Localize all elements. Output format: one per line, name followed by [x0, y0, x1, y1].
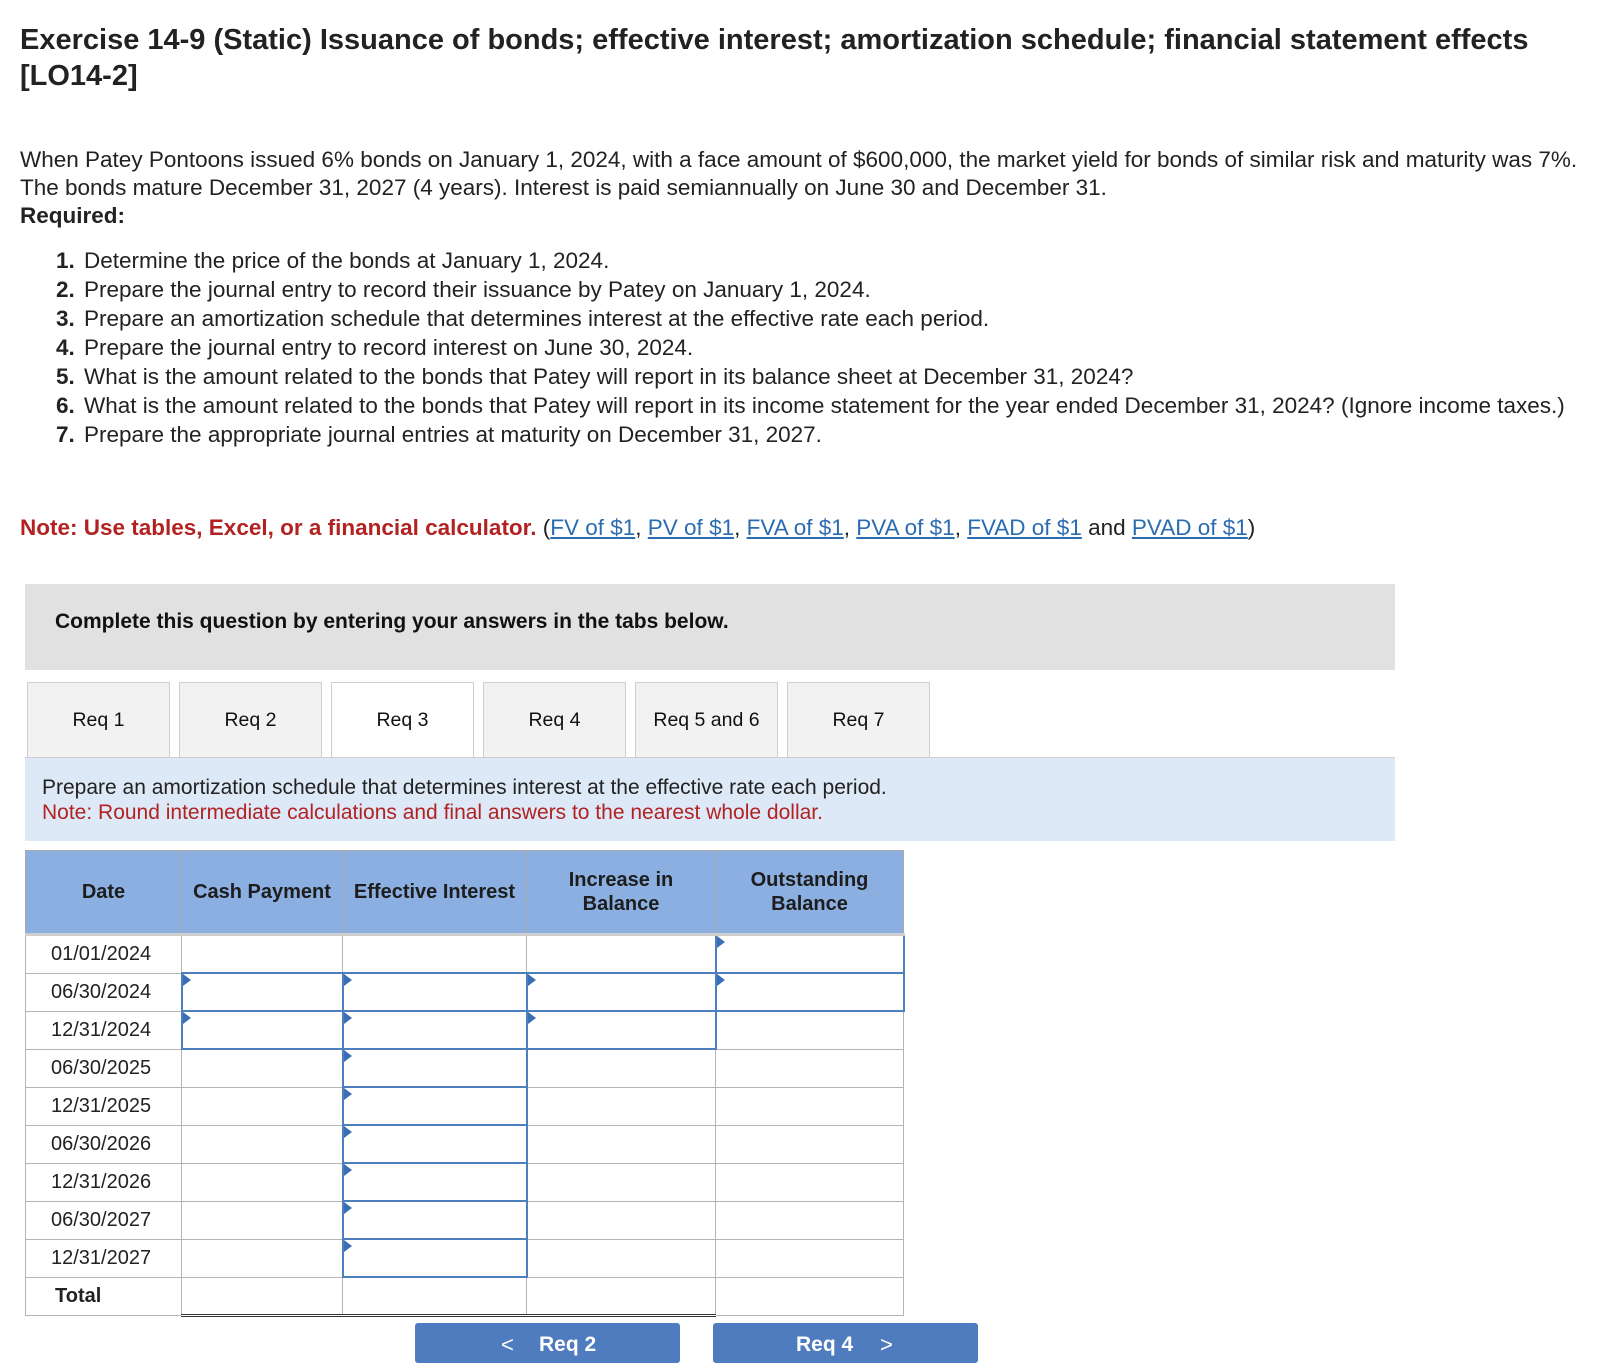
effective-interest-cell — [343, 935, 527, 974]
row-date: 12/31/2025 — [26, 1087, 182, 1125]
outstanding-balance-input[interactable] — [716, 935, 904, 974]
table-row — [26, 1163, 904, 1201]
effective-interest-input[interactable] — [343, 1239, 527, 1277]
cash-payment-field[interactable] — [183, 1012, 342, 1048]
table-row — [26, 935, 904, 974]
effective-interest-field[interactable] — [344, 1012, 526, 1048]
effective-interest-field[interactable] — [344, 1050, 526, 1086]
increase-in-balance-cell — [527, 935, 716, 974]
requirements-list — [56, 246, 1576, 449]
effective-interest-field[interactable] — [344, 1126, 526, 1162]
cash-payment-cell — [182, 1163, 343, 1201]
requirement-item: 4. Prepare the journal entry to record interest on June 30, 2024. — [56, 335, 694, 360]
outstanding-balance-field[interactable] — [717, 936, 903, 972]
outstanding-balance-input[interactable] — [716, 973, 904, 1011]
amortization-table — [25, 850, 905, 1317]
cash-payment-cell — [182, 935, 343, 974]
outstanding-balance-cell — [716, 1239, 904, 1277]
cash-payment-cell — [182, 1201, 343, 1239]
total-row — [26, 1277, 904, 1316]
effective-interest-input[interactable] — [343, 1125, 527, 1163]
increase-in-balance-cell — [527, 1049, 716, 1087]
cash-payment-input[interactable] — [182, 1011, 343, 1049]
effective-interest-field[interactable] — [344, 1164, 526, 1200]
outstanding-balance-cell — [716, 1087, 904, 1125]
row-date: 06/30/2024 — [26, 973, 182, 1011]
effective-interest-input[interactable] — [343, 973, 527, 1011]
row-date: 06/30/2025 — [26, 1049, 182, 1087]
row-date: 06/30/2026 — [26, 1125, 182, 1163]
requirement-item: 7. Prepare the appropriate journal entries at maturity on December 31, 2027. — [56, 422, 822, 447]
required-label: Required: — [20, 203, 126, 228]
table-row — [26, 1125, 904, 1163]
exercise-title: Exercise 14-9 (Static) Issuance of bonds; effective interest; amortization schedule; financial statement effects [LO14-2] — [20, 24, 1529, 92]
header-date: Date — [26, 851, 182, 935]
cash-payment-cell — [182, 1125, 343, 1163]
outstanding-balance-field[interactable] — [717, 974, 903, 1010]
increase-in-balance-cell — [527, 1201, 716, 1239]
row-date: 12/31/2024 — [26, 1011, 182, 1049]
header-effective-interest: Effective Interest — [343, 851, 527, 935]
tab-req-1[interactable]: Req 1 — [27, 682, 170, 758]
cash-payment-field[interactable] — [183, 974, 342, 1010]
table-row — [26, 1087, 904, 1125]
total-effective-interest-cell — [343, 1277, 527, 1316]
effective-interest-input[interactable] — [343, 1087, 527, 1125]
tab-req-5-and-6[interactable]: Req 5 and 6 — [635, 682, 778, 758]
complete-banner — [25, 584, 1395, 670]
total-cash-payment-cell — [182, 1277, 343, 1316]
pva-link[interactable]: PVA of $1 — [856, 515, 955, 540]
cash-payment-cell — [182, 1239, 343, 1277]
tab-req-2[interactable]: Req 2 — [179, 682, 322, 758]
prev-req-label: Req 2 — [539, 1333, 597, 1356]
row-date: 06/30/2027 — [26, 1201, 182, 1239]
intro-text: When Patey Pontoons issued 6% bonds on January 1, 2024, with a face amount of $600,000, the market yield for bonds of similar risk and maturity was 7%. The bonds mature December 31, 2027 (4 years). Interest is paid semiannually on June 30 and December 31. — [20, 147, 1578, 200]
tab-req-3[interactable]: Req 3 — [331, 682, 474, 759]
row-date: 12/31/2026 — [26, 1163, 182, 1201]
cash-payment-cell — [182, 1049, 343, 1087]
table-row — [26, 1011, 904, 1049]
cash-payment-cell — [182, 1087, 343, 1125]
outstanding-balance-cell — [716, 1163, 904, 1201]
next-req-label: Req 4 — [796, 1333, 854, 1356]
header-cash-payment: Cash Payment — [182, 851, 343, 935]
table-row — [26, 973, 904, 1011]
outstanding-balance-cell — [716, 1201, 904, 1239]
next-req-button[interactable] — [713, 1323, 978, 1363]
chevron-right-icon: > — [880, 1332, 893, 1357]
increase-in-balance-input[interactable] — [527, 1011, 716, 1049]
instruction-text: Prepare an amortization schedule that determines interest at the effective rate each period. — [42, 776, 887, 799]
problem-intro — [20, 146, 1580, 230]
effective-interest-input[interactable] — [343, 1011, 527, 1049]
total-label: Total — [26, 1277, 182, 1316]
increase-in-balance-field[interactable] — [528, 974, 715, 1010]
increase-in-balance-cell — [527, 1239, 716, 1277]
outstanding-balance-cell — [716, 1049, 904, 1087]
fv-link[interactable]: FV of $1 — [550, 515, 636, 540]
row-date: 01/01/2024 — [26, 935, 182, 974]
effective-interest-field[interactable] — [344, 1088, 526, 1124]
effective-interest-field[interactable] — [344, 1240, 526, 1276]
table-row — [26, 1201, 904, 1239]
increase-in-balance-cell — [527, 1087, 716, 1125]
complete-text: Complete this question by entering your answers in the tabs below. — [55, 610, 729, 633]
outstanding-balance-cell — [716, 1125, 904, 1163]
effective-interest-field[interactable] — [344, 1202, 526, 1238]
requirement-item: 1. Determine the price of the bonds at January 1, 2024. — [56, 248, 610, 273]
pv-link[interactable]: PV of $1 — [647, 515, 735, 540]
fvad-link[interactable]: FVAD of $1 — [967, 515, 1082, 540]
table-header-row — [26, 851, 904, 935]
row-date: 12/31/2027 — [26, 1239, 182, 1277]
requirement-item: 6. What is the amount related to the bonds that Patey will report in its income statement for the year ended December 31, 2024? (Ignore income taxes.) — [56, 393, 1565, 418]
fva-link[interactable]: FVA of $1 — [746, 515, 844, 540]
pvad-link[interactable]: PVAD of $1 — [1131, 515, 1248, 540]
header-outstanding-balance: Outstanding Balance — [716, 851, 904, 935]
table-row — [26, 1239, 904, 1277]
chevron-left-icon: < — [501, 1332, 514, 1357]
effective-interest-field[interactable] — [344, 974, 526, 1010]
instruction-box — [25, 758, 1395, 841]
requirement-item: 5. What is the amount related to the bonds that Patey will report in its balance sheet at December 31, 2024? — [56, 364, 1134, 389]
note-line: Note: Use tables, Excel, or a financial calculator. (FV of $1, PV of $1, FVA of $1, PVA of $1, FVAD of $1 and PVAD of $1) — [20, 515, 1256, 540]
increase-in-balance-cell — [527, 1125, 716, 1163]
cash-payment-input[interactable] — [182, 973, 343, 1011]
outstanding-balance-cell — [716, 1011, 904, 1049]
table-row — [26, 1049, 904, 1087]
increase-in-balance-field[interactable] — [528, 1012, 715, 1048]
tab-req-4[interactable]: Req 4 — [483, 682, 626, 758]
total-increase-in-balance-cell — [527, 1277, 716, 1316]
total-outstanding-balance-cell — [716, 1277, 904, 1316]
instruction-note: Note: Round intermediate calculations and final answers to the nearest whole dollar. — [42, 801, 823, 824]
requirement-item: 2. Prepare the journal entry to record their issuance by Patey on January 1, 2024. — [56, 277, 871, 302]
effective-interest-input[interactable] — [343, 1163, 527, 1201]
prev-req-button[interactable] — [415, 1323, 680, 1363]
effective-interest-input[interactable] — [343, 1201, 527, 1239]
tab-req-7[interactable]: Req 7 — [787, 682, 930, 758]
header-increase-in-balance: Increase in Balance — [527, 851, 716, 935]
increase-in-balance-input[interactable] — [527, 973, 716, 1011]
effective-interest-input[interactable] — [343, 1049, 527, 1087]
note-red-text: Note: Use tables, Excel, or a financial calculator. — [20, 515, 537, 540]
requirement-item: 3. Prepare an amortization schedule that determines interest at the effective rate each period. — [56, 306, 990, 331]
increase-in-balance-cell — [527, 1163, 716, 1201]
